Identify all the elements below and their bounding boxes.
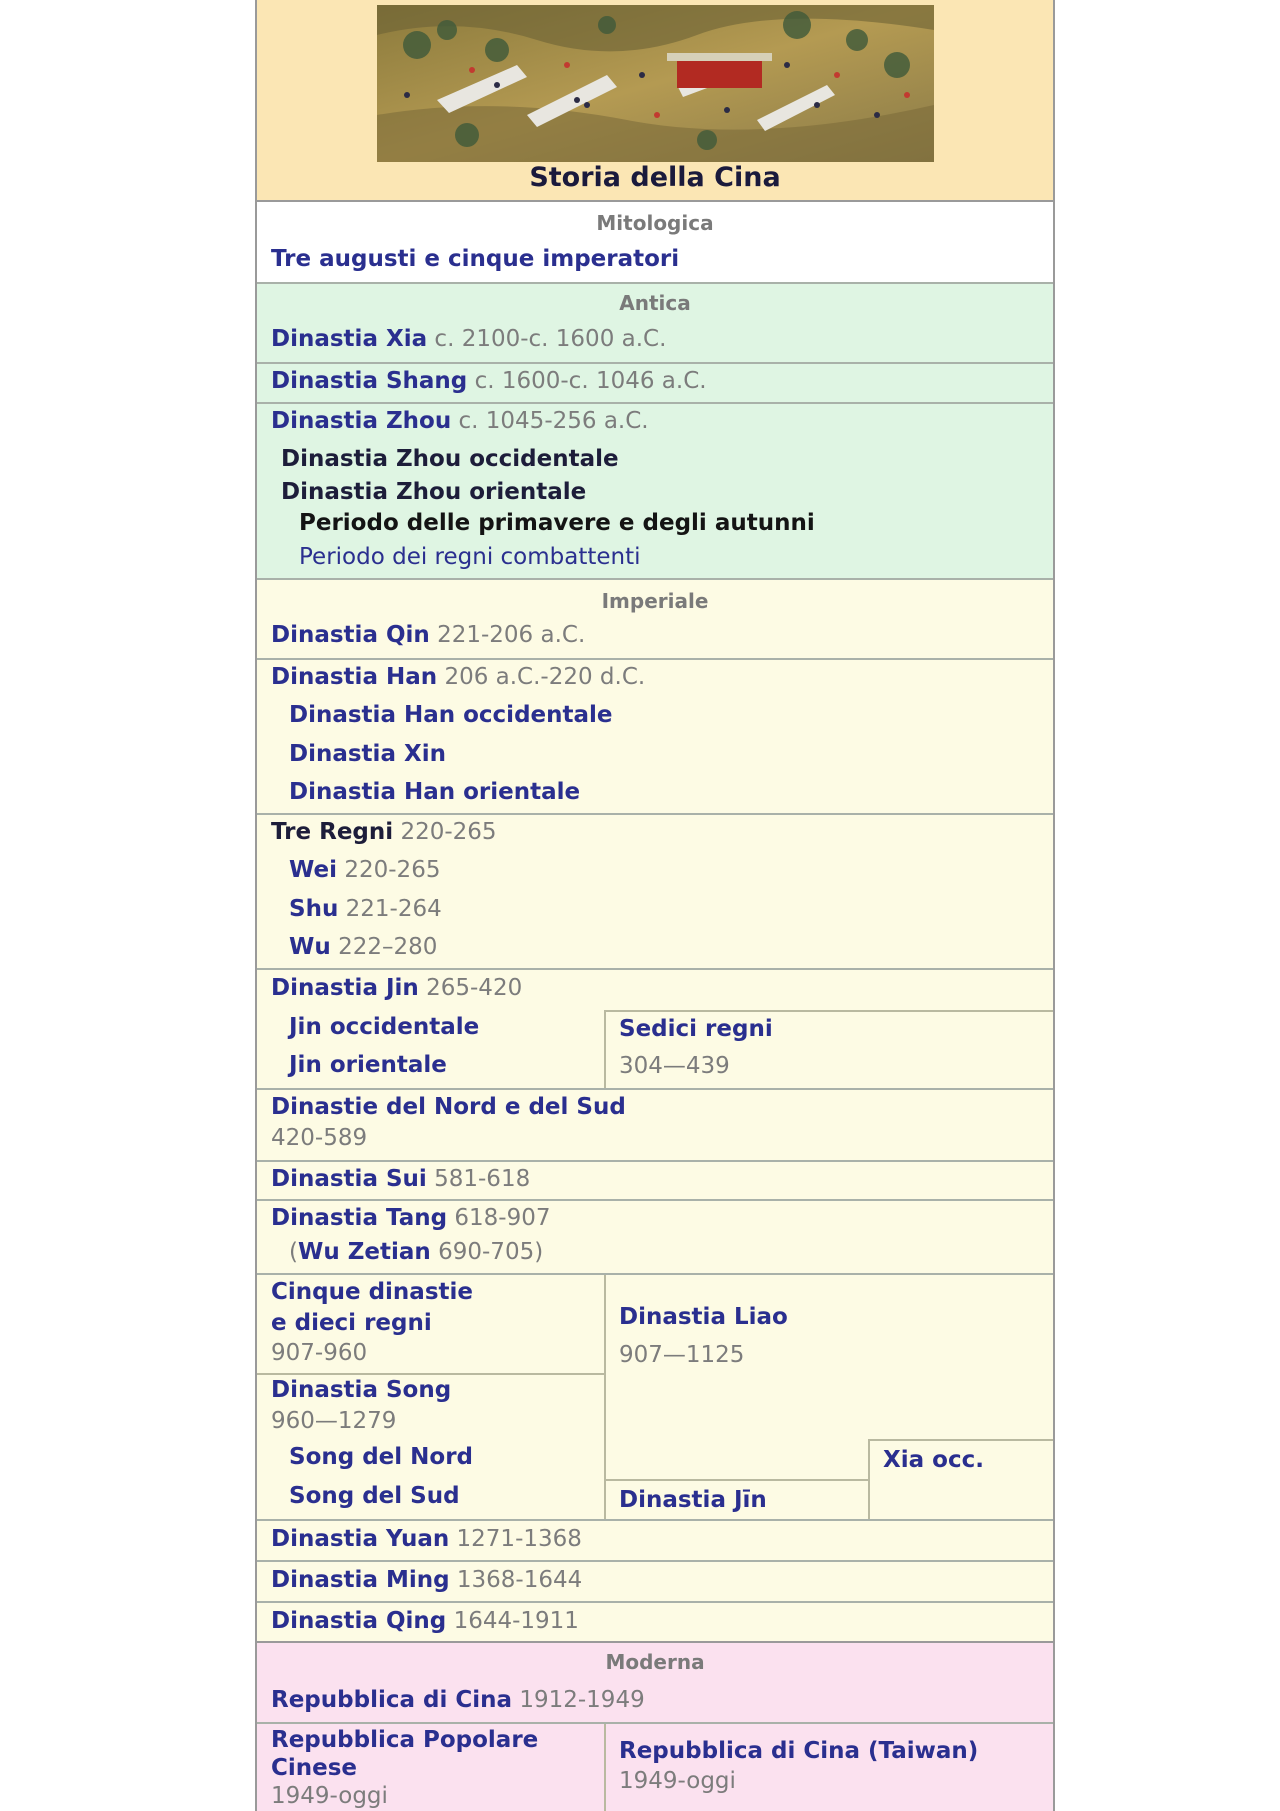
date-rpc: 1949-oggi — [271, 1783, 388, 1809]
link-qin[interactable]: Dinastia Qin — [271, 622, 430, 648]
page-title: Storia della Cina — [529, 162, 781, 193]
navbox-header — [257, 0, 1053, 200]
row-sui — [271, 1164, 530, 1194]
link-shang[interactable]: Dinastia Shang — [271, 368, 468, 394]
link-ming[interactable]: Dinastia Ming — [271, 1567, 450, 1593]
date-yuan: 1271-1368 — [456, 1526, 582, 1552]
link-jin-orientale[interactable]: Jin orientale — [289, 1052, 447, 1078]
link-xin[interactable]: Dinastia Xin — [289, 741, 446, 767]
date-zhou: c. 1045-256 a.C. — [458, 408, 649, 434]
link-wu[interactable]: Wu — [289, 934, 331, 960]
date-shu: 221-264 — [345, 896, 442, 922]
section-yuan — [257, 1519, 1053, 1560]
row-tang — [271, 1203, 550, 1233]
link-tre-regni[interactable]: Tre Regni — [271, 819, 394, 845]
link-primavere-autunni[interactable]: Periodo delle primavere e degli autunni — [299, 510, 815, 536]
row-han — [271, 662, 645, 692]
date-cinque-dinastie: 907-960 — [271, 1340, 368, 1366]
link-sui[interactable]: Dinastia Sui — [271, 1166, 427, 1192]
link-zhou-occidentale[interactable]: Dinastia Zhou occidentale — [281, 446, 619, 472]
link-song-nord[interactable]: Song del Nord — [289, 1444, 474, 1470]
link-nord-sud[interactable]: Dinastie del Nord e del Sud — [271, 1094, 626, 1120]
link-zhou[interactable]: Dinastia Zhou — [271, 408, 452, 434]
section-mitologica — [257, 200, 1053, 282]
navbox-storia-cina — [255, 0, 1055, 1811]
row-zhou — [271, 406, 649, 436]
link-jin-occidentale[interactable]: Jin occidentale — [289, 1014, 480, 1040]
section-imperiale-qin — [257, 578, 1053, 658]
divider — [604, 1724, 606, 1811]
date-qing: 1644-1911 — [453, 1608, 579, 1634]
link-song[interactable]: Dinastia Song — [271, 1377, 452, 1403]
row-tre-regni — [271, 817, 497, 847]
section-header-moderna: Moderna — [605, 1650, 705, 1674]
link-jin-jurchen[interactable]: Dinastia Jīn — [619, 1487, 767, 1513]
date-tang: 618-907 — [454, 1205, 551, 1231]
chinese-painting-image — [377, 5, 934, 162]
section-antica-xia — [257, 282, 1053, 362]
link-tre-augusti[interactable]: Tre augusti e cinque imperatori — [271, 246, 680, 272]
link-cinque-dinastie[interactable]: Cinque dinastie — [271, 1279, 473, 1305]
section-moderna — [257, 1641, 1053, 1722]
link-song-sud[interactable]: Song del Sud — [289, 1483, 460, 1509]
row-jin — [271, 973, 522, 1003]
link-xia[interactable]: Dinastia Xia — [271, 326, 428, 352]
link-xia-occidentale[interactable]: Xia occ. — [883, 1447, 984, 1473]
section-header-mitologica: Mitologica — [596, 211, 714, 235]
date-wei: 220-265 — [344, 857, 441, 883]
divider — [604, 1275, 606, 1521]
paren-open: ( — [289, 1239, 298, 1265]
section-antica-shang — [257, 362, 1053, 402]
date-shang: c. 1600-c. 1046 a.C. — [474, 368, 707, 394]
link-jin[interactable]: Dinastia Jin — [271, 975, 419, 1001]
section-jin — [257, 968, 1053, 1088]
date-wu-zetian: 690-705) — [438, 1239, 544, 1265]
date-ming: 1368-1644 — [456, 1567, 583, 1593]
link-shu[interactable]: Shu — [289, 896, 339, 922]
link-qing[interactable]: Dinastia Qing — [271, 1608, 447, 1634]
link-rpc-cinese[interactable]: Cinese — [271, 1755, 358, 1781]
section-tre-regni — [257, 813, 1053, 968]
row-qin — [271, 620, 585, 650]
link-zhou-orientale[interactable]: Dinastia Zhou orientale — [281, 479, 587, 505]
link-yuan[interactable]: Dinastia Yuan — [271, 1526, 450, 1552]
date-sedici-regni: 304—439 — [619, 1053, 730, 1079]
link-han-occidentale[interactable]: Dinastia Han occidentale — [289, 702, 613, 728]
divider — [869, 1439, 1055, 1441]
link-wei[interactable]: Wei — [289, 857, 338, 883]
section-ming — [257, 1560, 1053, 1601]
date-taiwan: 1949-oggi — [619, 1768, 736, 1794]
section-han — [257, 658, 1053, 813]
date-liao: 907—1125 — [619, 1342, 745, 1368]
date-wu: 222–280 — [338, 934, 438, 960]
date-tre-regni: 220-265 — [400, 819, 497, 845]
link-tang[interactable]: Dinastia Tang — [271, 1205, 448, 1231]
link-han-orientale[interactable]: Dinastia Han orientale — [289, 779, 581, 805]
link-wu-zetian[interactable]: Wu Zetian — [297, 1239, 431, 1265]
section-cinque-song-liao — [257, 1273, 1053, 1519]
row-qing — [271, 1606, 579, 1636]
link-taiwan[interactable]: Repubblica di Cina (Taiwan) — [619, 1738, 979, 1764]
section-rpc-taiwan — [257, 1722, 1053, 1811]
date-han: 206 a.C.-220 d.C. — [444, 664, 646, 690]
link-rpc[interactable]: Repubblica Popolare — [271, 1727, 539, 1753]
row-wu — [289, 932, 437, 962]
date-repubblica-cina: 1912-1949 — [519, 1687, 645, 1713]
row-yuan — [271, 1524, 582, 1554]
date-nord-sud: 420-589 — [271, 1125, 368, 1151]
divider — [605, 1479, 869, 1481]
link-han[interactable]: Dinastia Han — [271, 664, 438, 690]
section-header-antica: Antica — [619, 291, 691, 315]
row-xia — [271, 324, 666, 354]
row-rep-cina — [271, 1685, 645, 1715]
section-header-imperiale: Imperiale — [601, 589, 709, 613]
divider — [605, 1010, 1055, 1012]
link-regni-combattenti[interactable]: Periodo dei regni combattenti — [299, 544, 641, 570]
link-liao[interactable]: Dinastia Liao — [619, 1304, 788, 1330]
link-repubblica-cina[interactable]: Repubblica di Cina — [271, 1687, 513, 1713]
section-antica-zhou — [257, 402, 1053, 578]
date-qin: 221-206 a.C. — [437, 622, 586, 648]
row-wu-zetian — [289, 1237, 543, 1267]
link-dieci-regni[interactable]: e dieci regni — [271, 1310, 432, 1336]
row-shu — [289, 894, 442, 924]
date-xia: c. 2100-c. 1600 a.C. — [434, 326, 667, 352]
section-tang — [257, 1199, 1053, 1273]
row-wei — [289, 855, 440, 885]
section-qing — [257, 1601, 1053, 1641]
date-sui: 581-618 — [434, 1166, 531, 1192]
date-song: 960—1279 — [271, 1408, 397, 1434]
row-shang — [271, 366, 707, 396]
section-sui — [257, 1160, 1053, 1199]
divider — [604, 1010, 606, 1090]
date-jin: 265-420 — [426, 975, 523, 1001]
section-nord-sud — [257, 1088, 1053, 1160]
link-sedici-regni[interactable]: Sedici regni — [619, 1016, 773, 1042]
row-ming — [271, 1565, 582, 1595]
